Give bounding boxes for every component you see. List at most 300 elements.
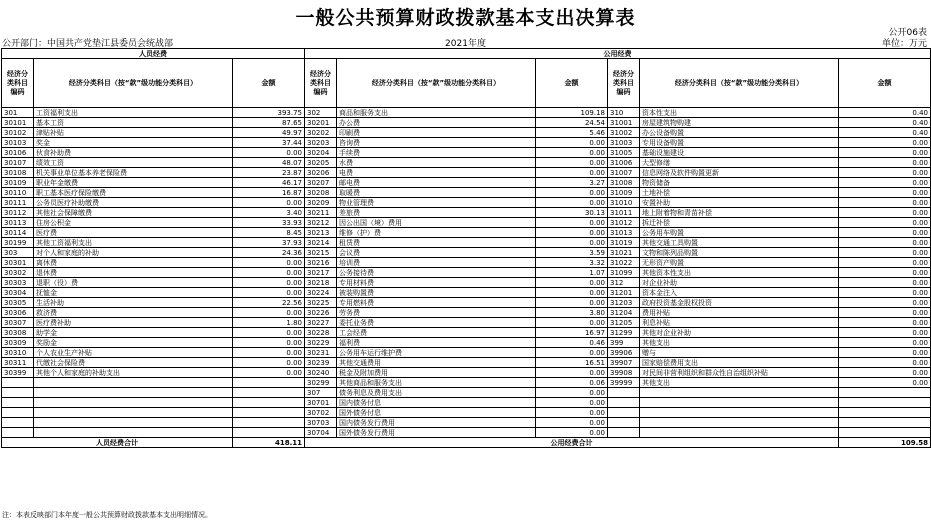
table-row bbox=[2, 398, 931, 408]
cell-code: 307 bbox=[305, 388, 337, 398]
cell-name: 利息补贴 bbox=[640, 318, 839, 328]
unit-label: 单位：万元 bbox=[881, 39, 927, 49]
cell-code: 302 bbox=[305, 108, 337, 118]
cell-amount: 0.00 bbox=[839, 358, 931, 368]
cell-name: 公务接待费 bbox=[337, 268, 536, 278]
cell-code: 303 bbox=[2, 248, 34, 258]
cell-name: 医疗费 bbox=[34, 228, 233, 238]
cell-code: 30208 bbox=[305, 188, 337, 198]
cell-code: 30103 bbox=[2, 138, 34, 148]
cell-name: 专用设备购置 bbox=[640, 138, 839, 148]
cell-name: 国外债务发行费用 bbox=[337, 428, 536, 438]
cell-code bbox=[2, 398, 34, 408]
cell-amount: 0.00 bbox=[233, 308, 305, 318]
cell-name: 地上附着物和青苗补偿 bbox=[640, 208, 839, 218]
cell-amount: 0.00 bbox=[839, 258, 931, 268]
cell-amount: 0.00 bbox=[839, 338, 931, 348]
cell-amount bbox=[839, 408, 931, 418]
cell-code: 31205 bbox=[608, 318, 640, 328]
cell-code: 31299 bbox=[608, 328, 640, 338]
cell-name bbox=[640, 388, 839, 398]
cell-code: 30111 bbox=[2, 198, 34, 208]
cell-code: 30114 bbox=[2, 228, 34, 238]
table-row bbox=[2, 278, 931, 288]
cell-name: 专用燃料费 bbox=[337, 298, 536, 308]
cell-code bbox=[608, 408, 640, 418]
table-row bbox=[2, 338, 931, 348]
cell-code: 30311 bbox=[2, 358, 34, 368]
cell-amount: 0.00 bbox=[839, 378, 931, 388]
cell-name: 基础设施建设 bbox=[640, 148, 839, 158]
table-row bbox=[2, 328, 931, 338]
cell-amount: 16.51 bbox=[536, 358, 608, 368]
col-header-amount: 金额 bbox=[233, 59, 305, 108]
cell-code: 30229 bbox=[305, 338, 337, 348]
cell-amount: 24.54 bbox=[536, 118, 608, 128]
cell-amount: 1.80 bbox=[233, 318, 305, 328]
cell-code bbox=[2, 408, 34, 418]
cell-name: 商品和服务支出 bbox=[337, 108, 536, 118]
cell-name: 工会经费 bbox=[337, 328, 536, 338]
cell-code: 31203 bbox=[608, 298, 640, 308]
cell-name bbox=[34, 388, 233, 398]
cell-amount: 0.00 bbox=[839, 248, 931, 258]
cell-code: 39906 bbox=[608, 348, 640, 358]
cell-name: 资本金注入 bbox=[640, 288, 839, 298]
cell-code: 30228 bbox=[305, 328, 337, 338]
cell-code: 30226 bbox=[305, 308, 337, 318]
cell-name: 委托业务费 bbox=[337, 318, 536, 328]
cell-amount bbox=[839, 428, 931, 438]
cell-amount: 0.00 bbox=[839, 188, 931, 198]
cell-name: 奖金 bbox=[34, 138, 233, 148]
cell-amount: 0.00 bbox=[536, 318, 608, 328]
cell-code: 30218 bbox=[305, 278, 337, 288]
cell-name: 其他社会保障缴费 bbox=[34, 208, 233, 218]
cell-code bbox=[2, 418, 34, 428]
table-row bbox=[2, 118, 931, 128]
cell-name: 职工基本医疗保险缴费 bbox=[34, 188, 233, 198]
cell-name: 安置补助 bbox=[640, 198, 839, 208]
cell-amount: 0.00 bbox=[536, 288, 608, 298]
table-row bbox=[2, 288, 931, 298]
table-row bbox=[2, 108, 931, 118]
cell-code: 30305 bbox=[2, 298, 34, 308]
cell-amount: 0.00 bbox=[839, 148, 931, 158]
cell-name: 其他交通费用 bbox=[337, 358, 536, 368]
cell-code bbox=[2, 428, 34, 438]
cell-amount: 0.00 bbox=[536, 398, 608, 408]
cell-amount: 0.00 bbox=[839, 178, 931, 188]
cell-amount: 37.93 bbox=[233, 238, 305, 248]
cell-name: 取暖费 bbox=[337, 188, 536, 198]
cell-name: 其他支出 bbox=[640, 378, 839, 388]
cell-amount: 0.00 bbox=[839, 228, 931, 238]
cell-amount: 0.00 bbox=[233, 348, 305, 358]
cell-code: 30216 bbox=[305, 258, 337, 268]
cell-amount bbox=[233, 428, 305, 438]
cell-code: 31005 bbox=[608, 148, 640, 158]
cell-name: 大型修缮 bbox=[640, 158, 839, 168]
table-row bbox=[2, 228, 931, 238]
table-row bbox=[2, 368, 931, 378]
section-public-header: 公用经费 bbox=[305, 49, 931, 59]
expenditure-table bbox=[1, 48, 931, 448]
cell-amount: 16.97 bbox=[536, 328, 608, 338]
cell-code: 30211 bbox=[305, 208, 337, 218]
cell-code: 30113 bbox=[2, 218, 34, 228]
cell-amount: 0.00 bbox=[536, 428, 608, 438]
cell-code: 30227 bbox=[305, 318, 337, 328]
cell-code: 31009 bbox=[608, 188, 640, 198]
cell-amount: 0.00 bbox=[839, 158, 931, 168]
cell-code: 31019 bbox=[608, 238, 640, 248]
table-row bbox=[2, 138, 931, 148]
table-row bbox=[2, 428, 931, 438]
cell-name: 退职（役）费 bbox=[34, 278, 233, 288]
cell-code: 39999 bbox=[608, 378, 640, 388]
cell-name: 邮电费 bbox=[337, 178, 536, 188]
col-header-code: 经济分类科目编码 bbox=[608, 59, 640, 108]
cell-amount bbox=[839, 418, 931, 428]
cell-code: 30308 bbox=[2, 328, 34, 338]
cell-amount: 22.56 bbox=[233, 298, 305, 308]
cell-amount: 16.87 bbox=[233, 188, 305, 198]
cell-code: 30101 bbox=[2, 118, 34, 128]
footnote: 注：本表反映部门本年度一般公共预算财政拨款基本支出明细情况。 bbox=[2, 511, 212, 519]
cell-name: 退休费 bbox=[34, 268, 233, 278]
cell-name: 国外债务付息 bbox=[337, 408, 536, 418]
col-header-amount: 金额 bbox=[536, 59, 608, 108]
cell-name: 对企业补助 bbox=[640, 278, 839, 288]
cell-code bbox=[2, 378, 34, 388]
cell-amount: 0.00 bbox=[233, 278, 305, 288]
public-total-label: 公用经费合计 bbox=[305, 438, 839, 448]
cell-amount: 0.00 bbox=[536, 148, 608, 158]
cell-code: 31003 bbox=[608, 138, 640, 148]
cell-code: 30112 bbox=[2, 208, 34, 218]
cell-name: 专用材料费 bbox=[337, 278, 536, 288]
cell-amount: 46.17 bbox=[233, 178, 305, 188]
cell-name: 救济费 bbox=[34, 308, 233, 318]
cell-amount: 0.00 bbox=[233, 288, 305, 298]
cell-name: 物业管理费 bbox=[337, 198, 536, 208]
cell-code: 30309 bbox=[2, 338, 34, 348]
cell-code: 30304 bbox=[2, 288, 34, 298]
cell-amount: 0.00 bbox=[839, 318, 931, 328]
cell-amount: 0.40 bbox=[839, 118, 931, 128]
cell-amount: 48.07 bbox=[233, 158, 305, 168]
table-row bbox=[2, 268, 931, 278]
cell-name: 税金及附加费用 bbox=[337, 368, 536, 378]
cell-code: 30240 bbox=[305, 368, 337, 378]
cell-name: 生活补助 bbox=[34, 298, 233, 308]
public-total-value: 109.58 bbox=[839, 438, 931, 448]
cell-code: 30225 bbox=[305, 298, 337, 308]
cell-amount: 0.00 bbox=[536, 388, 608, 398]
cell-name bbox=[34, 418, 233, 428]
cell-code: 30201 bbox=[305, 118, 337, 128]
cell-amount: 0.00 bbox=[233, 328, 305, 338]
cell-amount: 0.00 bbox=[839, 328, 931, 338]
cell-amount: 37.44 bbox=[233, 138, 305, 148]
cell-name: 培训费 bbox=[337, 258, 536, 268]
cell-code: 30399 bbox=[2, 368, 34, 378]
cell-amount: 23.87 bbox=[233, 168, 305, 178]
cell-amount bbox=[233, 388, 305, 398]
cell-amount: 0.00 bbox=[839, 138, 931, 148]
personnel-total-label: 人员经费合计 bbox=[2, 438, 233, 448]
cell-amount: 0.00 bbox=[839, 208, 931, 218]
cell-code: 30106 bbox=[2, 148, 34, 158]
cell-amount bbox=[233, 378, 305, 388]
cell-name bbox=[640, 418, 839, 428]
cell-amount: 0.00 bbox=[536, 198, 608, 208]
cell-code: 30701 bbox=[305, 398, 337, 408]
table-row bbox=[2, 198, 931, 208]
col-header-code: 经济分类科目编码 bbox=[305, 59, 337, 108]
cell-name: 会议费 bbox=[337, 248, 536, 258]
cell-code: 31021 bbox=[608, 248, 640, 258]
cell-name: 抚恤金 bbox=[34, 288, 233, 298]
cell-amount: 0.00 bbox=[839, 198, 931, 208]
cell-code: 30203 bbox=[305, 138, 337, 148]
cell-amount: 0.00 bbox=[233, 358, 305, 368]
cell-name bbox=[640, 428, 839, 438]
cell-code bbox=[608, 418, 640, 428]
cell-amount: 3.32 bbox=[536, 258, 608, 268]
table-row bbox=[2, 258, 931, 268]
section-personnel-header: 人员经费 bbox=[2, 49, 305, 59]
cell-code: 30703 bbox=[305, 418, 337, 428]
cell-code: 31099 bbox=[608, 268, 640, 278]
cell-amount: 0.00 bbox=[233, 268, 305, 278]
cell-code: 31008 bbox=[608, 178, 640, 188]
table-row bbox=[2, 408, 931, 418]
cell-code: 30209 bbox=[305, 198, 337, 208]
cell-amount: 0.00 bbox=[839, 238, 931, 248]
cell-amount: 0.00 bbox=[536, 368, 608, 378]
cell-code: 31201 bbox=[608, 288, 640, 298]
cell-amount: 0.00 bbox=[839, 268, 931, 278]
cell-name: 福利费 bbox=[337, 338, 536, 348]
cell-code: 31010 bbox=[608, 198, 640, 208]
cell-code bbox=[608, 388, 640, 398]
cell-amount: 3.80 bbox=[536, 308, 608, 318]
cell-name: 医疗费补助 bbox=[34, 318, 233, 328]
cell-code: 39908 bbox=[608, 368, 640, 378]
cell-name: 被装购置费 bbox=[337, 288, 536, 298]
cell-amount: 30.13 bbox=[536, 208, 608, 218]
cell-name: 其他工资福利支出 bbox=[34, 238, 233, 248]
table-row bbox=[2, 418, 931, 428]
cell-code: 31001 bbox=[608, 118, 640, 128]
cell-code: 30310 bbox=[2, 348, 34, 358]
cell-amount: 0.00 bbox=[839, 298, 931, 308]
cell-name: 电费 bbox=[337, 168, 536, 178]
cell-name: 公务用车运行维护费 bbox=[337, 348, 536, 358]
cell-code: 30299 bbox=[305, 378, 337, 388]
cell-amount: 0.00 bbox=[233, 338, 305, 348]
cell-code bbox=[608, 398, 640, 408]
cell-amount: 0.40 bbox=[839, 128, 931, 138]
col-header-code: 经济分类科目编码 bbox=[2, 59, 34, 108]
cell-amount: 24.36 bbox=[233, 248, 305, 258]
cell-amount: 0.00 bbox=[536, 228, 608, 238]
table-row bbox=[2, 358, 931, 368]
cell-name bbox=[34, 398, 233, 408]
cell-name: 个人农业生产补贴 bbox=[34, 348, 233, 358]
cell-amount: 49.97 bbox=[233, 128, 305, 138]
cell-amount bbox=[839, 398, 931, 408]
cell-name: 无形资产购置 bbox=[640, 258, 839, 268]
table-row bbox=[2, 218, 931, 228]
cell-code bbox=[2, 388, 34, 398]
cell-amount: 0.00 bbox=[536, 158, 608, 168]
table-row bbox=[2, 388, 931, 398]
cell-amount: 0.46 bbox=[536, 338, 608, 348]
cell-name: 公务用车购置 bbox=[640, 228, 839, 238]
cell-amount bbox=[233, 408, 305, 418]
cell-name: 债务利息及费用支出 bbox=[337, 388, 536, 398]
col-header-amount: 金额 bbox=[839, 59, 931, 108]
cell-amount: 0.00 bbox=[839, 288, 931, 298]
table-row bbox=[2, 348, 931, 358]
table-row bbox=[2, 318, 931, 328]
cell-code: 30217 bbox=[305, 268, 337, 278]
cell-amount: 0.00 bbox=[536, 218, 608, 228]
table-row bbox=[2, 158, 931, 168]
cell-name: 维修（护）费 bbox=[337, 228, 536, 238]
cell-amount: 0.00 bbox=[839, 278, 931, 288]
page-title: 一般公共预算财政拨款基本支出决算表 bbox=[295, 7, 636, 29]
cell-amount: 3.40 bbox=[233, 208, 305, 218]
personnel-total-value: 418.11 bbox=[233, 438, 305, 448]
cell-name: 拆迁补偿 bbox=[640, 218, 839, 228]
cell-amount bbox=[233, 398, 305, 408]
cell-name: 国内债务发行费用 bbox=[337, 418, 536, 428]
table-row bbox=[2, 248, 931, 258]
cell-code: 30102 bbox=[2, 128, 34, 138]
table-row bbox=[2, 238, 931, 248]
cell-amount: 0.00 bbox=[536, 348, 608, 358]
cell-name bbox=[640, 398, 839, 408]
cell-code: 30213 bbox=[305, 228, 337, 238]
table-row bbox=[2, 148, 931, 158]
cell-name: 其他商品和服务支出 bbox=[337, 378, 536, 388]
cell-name: 咨询费 bbox=[337, 138, 536, 148]
cell-code: 399 bbox=[608, 338, 640, 348]
cell-amount: 0.00 bbox=[839, 218, 931, 228]
cell-code: 30307 bbox=[2, 318, 34, 328]
cell-code: 31204 bbox=[608, 308, 640, 318]
cell-code: 30107 bbox=[2, 158, 34, 168]
cell-amount: 393.75 bbox=[233, 108, 305, 118]
cell-code: 30702 bbox=[305, 408, 337, 418]
cell-name: 伙食补助费 bbox=[34, 148, 233, 158]
cell-code: 312 bbox=[608, 278, 640, 288]
cell-name: 其他资本性支出 bbox=[640, 268, 839, 278]
form-code: 公开06表 bbox=[888, 28, 927, 38]
cell-name: 基本工资 bbox=[34, 118, 233, 128]
cell-amount: 8.45 bbox=[233, 228, 305, 238]
cell-amount: 0.00 bbox=[839, 308, 931, 318]
cell-name: 政府投资基金股权投资 bbox=[640, 298, 839, 308]
cell-name: 水费 bbox=[337, 158, 536, 168]
cell-name: 因公出国（境）费用 bbox=[337, 218, 536, 228]
cell-amount: 0.06 bbox=[536, 378, 608, 388]
table-row bbox=[2, 128, 931, 138]
table-row bbox=[2, 208, 931, 218]
cell-name bbox=[640, 408, 839, 418]
cell-code: 30302 bbox=[2, 268, 34, 278]
department-label: 公开部门：中国共产党垫江县委员会统战部 bbox=[2, 39, 174, 49]
cell-name: 助学金 bbox=[34, 328, 233, 338]
cell-amount: 0.00 bbox=[233, 258, 305, 268]
cell-code: 30239 bbox=[305, 358, 337, 368]
cell-code: 30212 bbox=[305, 218, 337, 228]
cell-name: 办公设备购置 bbox=[640, 128, 839, 138]
cell-amount: 0.00 bbox=[233, 198, 305, 208]
cell-code: 30214 bbox=[305, 238, 337, 248]
cell-amount: 0.00 bbox=[536, 138, 608, 148]
cell-code: 30215 bbox=[305, 248, 337, 258]
table-body bbox=[2, 108, 931, 438]
year-label: 2021年度 bbox=[445, 39, 486, 49]
cell-amount: 0.00 bbox=[233, 148, 305, 158]
cell-name: 国家赔偿费用支出 bbox=[640, 358, 839, 368]
cell-amount: 0.00 bbox=[839, 168, 931, 178]
cell-amount: 0.00 bbox=[839, 348, 931, 358]
cell-code: 30301 bbox=[2, 258, 34, 268]
cell-code: 30206 bbox=[305, 168, 337, 178]
cell-amount: 1.07 bbox=[536, 268, 608, 278]
cell-amount: 0.40 bbox=[839, 108, 931, 118]
cell-code: 30231 bbox=[305, 348, 337, 358]
cell-code: 30704 bbox=[305, 428, 337, 438]
cell-name: 离休费 bbox=[34, 258, 233, 268]
cell-name: 其他交通工具购置 bbox=[640, 238, 839, 248]
cell-code: 31002 bbox=[608, 128, 640, 138]
cell-amount: 0.00 bbox=[536, 168, 608, 178]
cell-code: 30199 bbox=[2, 238, 34, 248]
col-header-name: 经济分类科目（按“款”级功能分类科目） bbox=[640, 59, 839, 108]
cell-amount: 33.93 bbox=[233, 218, 305, 228]
col-header-name: 经济分类科目（按“款”级功能分类科目） bbox=[34, 59, 233, 108]
cell-name: 住房公积金 bbox=[34, 218, 233, 228]
cell-name: 其他个人和家庭的补助支出 bbox=[34, 368, 233, 378]
table-row bbox=[2, 308, 931, 318]
cell-name: 工资福利支出 bbox=[34, 108, 233, 118]
cell-amount: 3.27 bbox=[536, 178, 608, 188]
cell-code: 31006 bbox=[608, 158, 640, 168]
table-row bbox=[2, 168, 931, 178]
cell-code: 30306 bbox=[2, 308, 34, 318]
cell-code: 39907 bbox=[608, 358, 640, 368]
cell-name: 土地补偿 bbox=[640, 188, 839, 198]
cell-amount: 0.00 bbox=[536, 238, 608, 248]
cell-amount: 0.00 bbox=[233, 368, 305, 378]
cell-name: 对民间非营利组织和群众性自治组织补贴 bbox=[640, 368, 839, 378]
cell-code: 30204 bbox=[305, 148, 337, 158]
cell-name bbox=[34, 378, 233, 388]
cell-code: 30109 bbox=[2, 178, 34, 188]
cell-amount: 5.46 bbox=[536, 128, 608, 138]
cell-amount: 0.00 bbox=[536, 408, 608, 418]
cell-name: 公务员医疗补助缴费 bbox=[34, 198, 233, 208]
cell-amount: 0.00 bbox=[536, 188, 608, 198]
cell-name: 其他支出 bbox=[640, 338, 839, 348]
